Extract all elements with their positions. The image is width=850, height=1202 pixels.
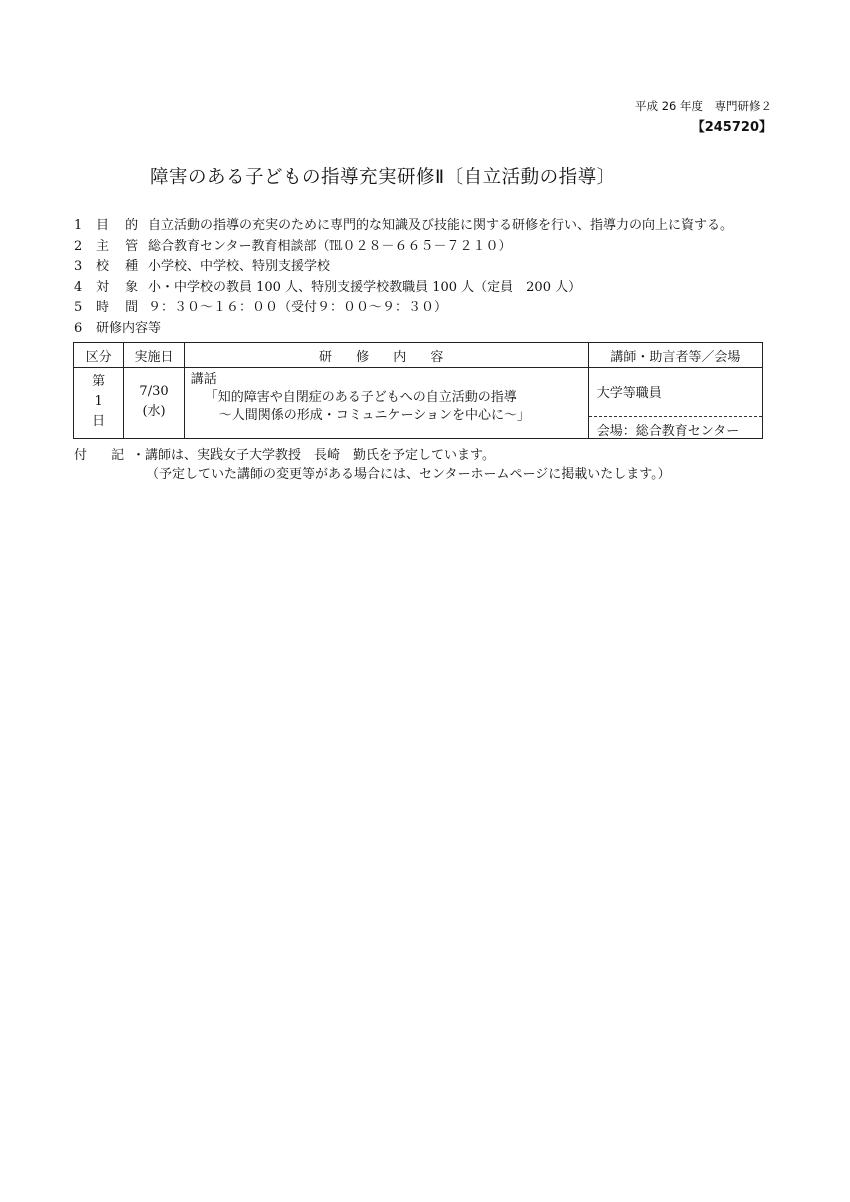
item-value: 小学校、中学校、特別支援学校 [148,259,331,274]
item-value: ９：３０～１６：００（受付９：００～９：３０） [148,300,448,315]
day-suffix: 日 [92,414,106,429]
item-label: 時 間 [96,300,145,315]
item-label: 対 象 [96,279,145,295]
day-number: 1 [94,394,103,409]
item-value: 自立活動の指導の充実のために専門的な知識及び技能に関する研修を行い、指導力の向上に資する。 [148,218,734,233]
detail-school-type [74,257,774,278]
fiscal-year-course: 平成 26 年度 専門研修２ [635,99,772,113]
cell-date [124,368,184,439]
header-kubun: 区分 [74,343,124,368]
venue: 会場：総合教育センター [596,424,740,439]
note-line-1 [74,446,671,465]
note-text-2: （予定していた講師の変更等がある場合には、センターホームページに掲載いたします。） [146,467,671,482]
item-label: 研修内容等 [96,320,162,336]
item-number: 4 [74,279,83,295]
item-value: 小・中学校の教員 100 人、特別支援学校教職員 100 人（定員 200 人） [148,279,582,295]
detail-purpose [74,216,774,237]
cell-day [74,368,124,439]
item-label: 主 管 [96,238,145,254]
table-row [74,368,763,439]
course-details [74,216,774,339]
item-number: 2 [74,238,83,254]
cell-lecturer [588,368,762,439]
day-prefix: 第 [92,374,106,389]
detail-organizer [74,237,774,258]
course-code: 【245720】 [691,120,772,135]
item-label: 目 的 [96,218,145,233]
page-title: 障害のある子どもの指導充実研修Ⅱ〔自立活動の指導〕 [150,167,616,188]
dashed-divider [589,416,762,417]
item-number: 6 [74,320,83,336]
item-value: 総合教育センター教育相談部（℡０２８－６６５－７２１０） [148,238,512,254]
lecturer-name: 大学等職員 [596,386,662,401]
schedule-table [73,342,763,439]
detail-target [74,278,774,299]
item-number: 5 [74,300,83,315]
content-type: 講話 [190,372,217,387]
content-subtitle: ～人間関係の形成・コミュニケーションを中心に～」 [218,408,530,423]
notes [74,446,671,484]
cell-content [184,368,588,439]
document-meta [635,96,772,138]
item-label: 校 種 [96,259,145,274]
note-label: 付 記 [74,448,135,463]
session-date: 7/30 [139,384,169,399]
header-lecturer: 講師・助言者等／会場 [588,343,762,368]
item-number: 3 [74,259,83,274]
header-content: 研 修 内 容 [184,343,588,368]
note-text-1: ・講師は、実践女子大学教授 長崎 勤氏を予定しています。 [132,448,495,463]
item-number: 1 [74,218,83,233]
detail-time [74,298,774,319]
table-header-row [74,343,763,368]
detail-content-heading [74,319,774,340]
content-title: 「知的障害や自閉症のある子どもへの自立活動の指導 [204,390,517,405]
session-weekday: (水) [142,404,166,419]
header-date: 実施日 [124,343,184,368]
